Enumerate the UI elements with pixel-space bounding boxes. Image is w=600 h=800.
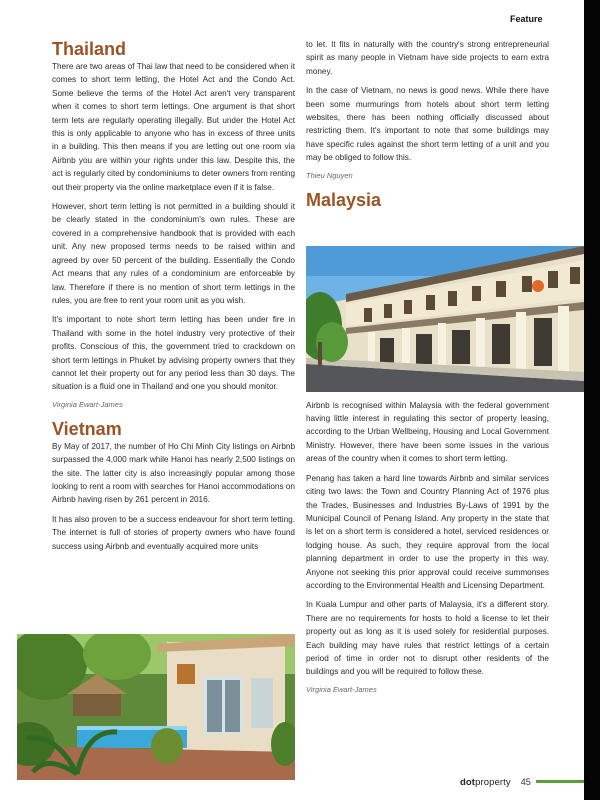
malaysia-author: Virginia Ewart-James bbox=[306, 684, 377, 694]
malaysia-shophouses-photo bbox=[306, 246, 584, 392]
vietnam-villa-photo bbox=[17, 634, 295, 780]
thailand-paragraph-2: However, short term letting is not permitted in a building should it be clearly stated in the condominium's own rules. These are covered in a comprehensive handbook that is provided with each unit. Any new proposed terms needs to be raised within and agreed by over 50 percent of the building. Essentially the Condo Act means that any rules of a condominium are enforceable by law. Therefore if there is no mention of short term lettings in the rules, you are free to rent your room unit as you wish. bbox=[52, 202, 295, 305]
malaysia-paragraph-1: Airbnb is recognised within Malaysia with the federal government having little interest in regulating this sector of property leasing, according to the Urban Wellbeing, Housing and Local Government Ministry. However, there have been some issues in the various areas of the country when it comes to short term letting. bbox=[306, 400, 549, 464]
page-number: 45 bbox=[520, 777, 531, 787]
malaysia-heading: Malaysia bbox=[306, 189, 382, 210]
vietnam-paragraph-3: In the case of Vietnam, no news is good news. While there have been some murmurings from hotels about short term letting websites, there has been nothing officially discussed about restricting them. It's important to note that some buildings may have specific rules against the short term letting of a unit and you may be obliged to follow this. bbox=[306, 86, 549, 163]
malaysia-paragraph-2: Penang has taken a hard line towards Airbnb and similar services citing two laws: the Town and Country Planning Act of 1976 plus the Trades, Businesses and Industries By-Laws of 1991 by the Municipal Council of Penang Island. Any property in the state that is let on a short term is considered a hotel, serviced residences or lodging house. As such, they require approval from the local planning department in order to use the property in this way. Anyone not seeking this prior approval could receive summonses according to the Environmental Health and Licensing Department. bbox=[306, 473, 549, 590]
left-column bbox=[52, 38, 295, 559]
thailand-paragraph-3: It's important to note short term letting has been under fire in Thailand with some in the hotel industry very protective of their profits. Conscious of this, the government tried to crackdown on short term lettings in Phuket by advising property owners that they cannot let their property out for any period less than 30 days. The situation is a fluid one in Thailand and one you should monitor. bbox=[52, 315, 295, 392]
thailand-author: Virginia Ewart-James bbox=[52, 399, 123, 409]
page-edge bbox=[584, 0, 600, 800]
vietnam-paragraph-2-continued: to let. It fits in naturally with the country's strong entrepreneurial spirit as many people in Vietnam have side projects to earn extra money. bbox=[306, 40, 549, 76]
vietnam-author: Thieu Nguyen bbox=[306, 170, 353, 180]
section-label: Feature bbox=[510, 14, 543, 24]
thailand-heading: Thailand bbox=[52, 39, 127, 59]
page-footer bbox=[460, 775, 531, 789]
vietnam-paragraph-1: By May of 2017, the number of Ho Chi Minh City listings on Airbnb surpassed the 4,000 mark while Hanoi has nearly 2,500 listings on the site. The latter city is also increasingly popular among those looking to rent a room with searches for Hanoi accommodations on Airbnb having risen by 261 percent in 2016. bbox=[52, 441, 295, 505]
brand-logo: dotproperty bbox=[460, 776, 511, 788]
accent-bar bbox=[536, 780, 584, 783]
thailand-paragraph-1: There are two areas of Thai law that need to be considered when it comes to short term letting, the Hotel Act and the Condo Act. Some believe the terms of the Hotel Act aren't very transparent when it comes to short term lettings. One argument is that short term lets are regularly operating illegally. But under the Hotel Act this is only applicable to anyone who has in excess of three units in a building. This then means if you are letting out one room via Airbnb you are within your rights under this law. Despite this, the act is regularly cited by condominiums to deter owners from renting out their property via the online marketplace even if it is false. bbox=[52, 62, 296, 192]
malaysia-paragraph-3: In Kuala Lumpur and other parts of Malaysia, it's a different story. There are no requirements for hosts to hold a license to let their property out as long as it is used solely for residential purposes. Each building may have rules that restrict lettings of a certain period of time in order not to disrupt other residents of the buildings and you will be required to follow these. bbox=[306, 600, 549, 677]
vietnam-paragraph-2: It has also proven to be a success endeavour for short term letting. The internet is full of stories of property owners who have found success using Airbnb and eventually acquired more units bbox=[52, 514, 295, 551]
vietnam-heading: Vietnam bbox=[52, 418, 122, 439]
